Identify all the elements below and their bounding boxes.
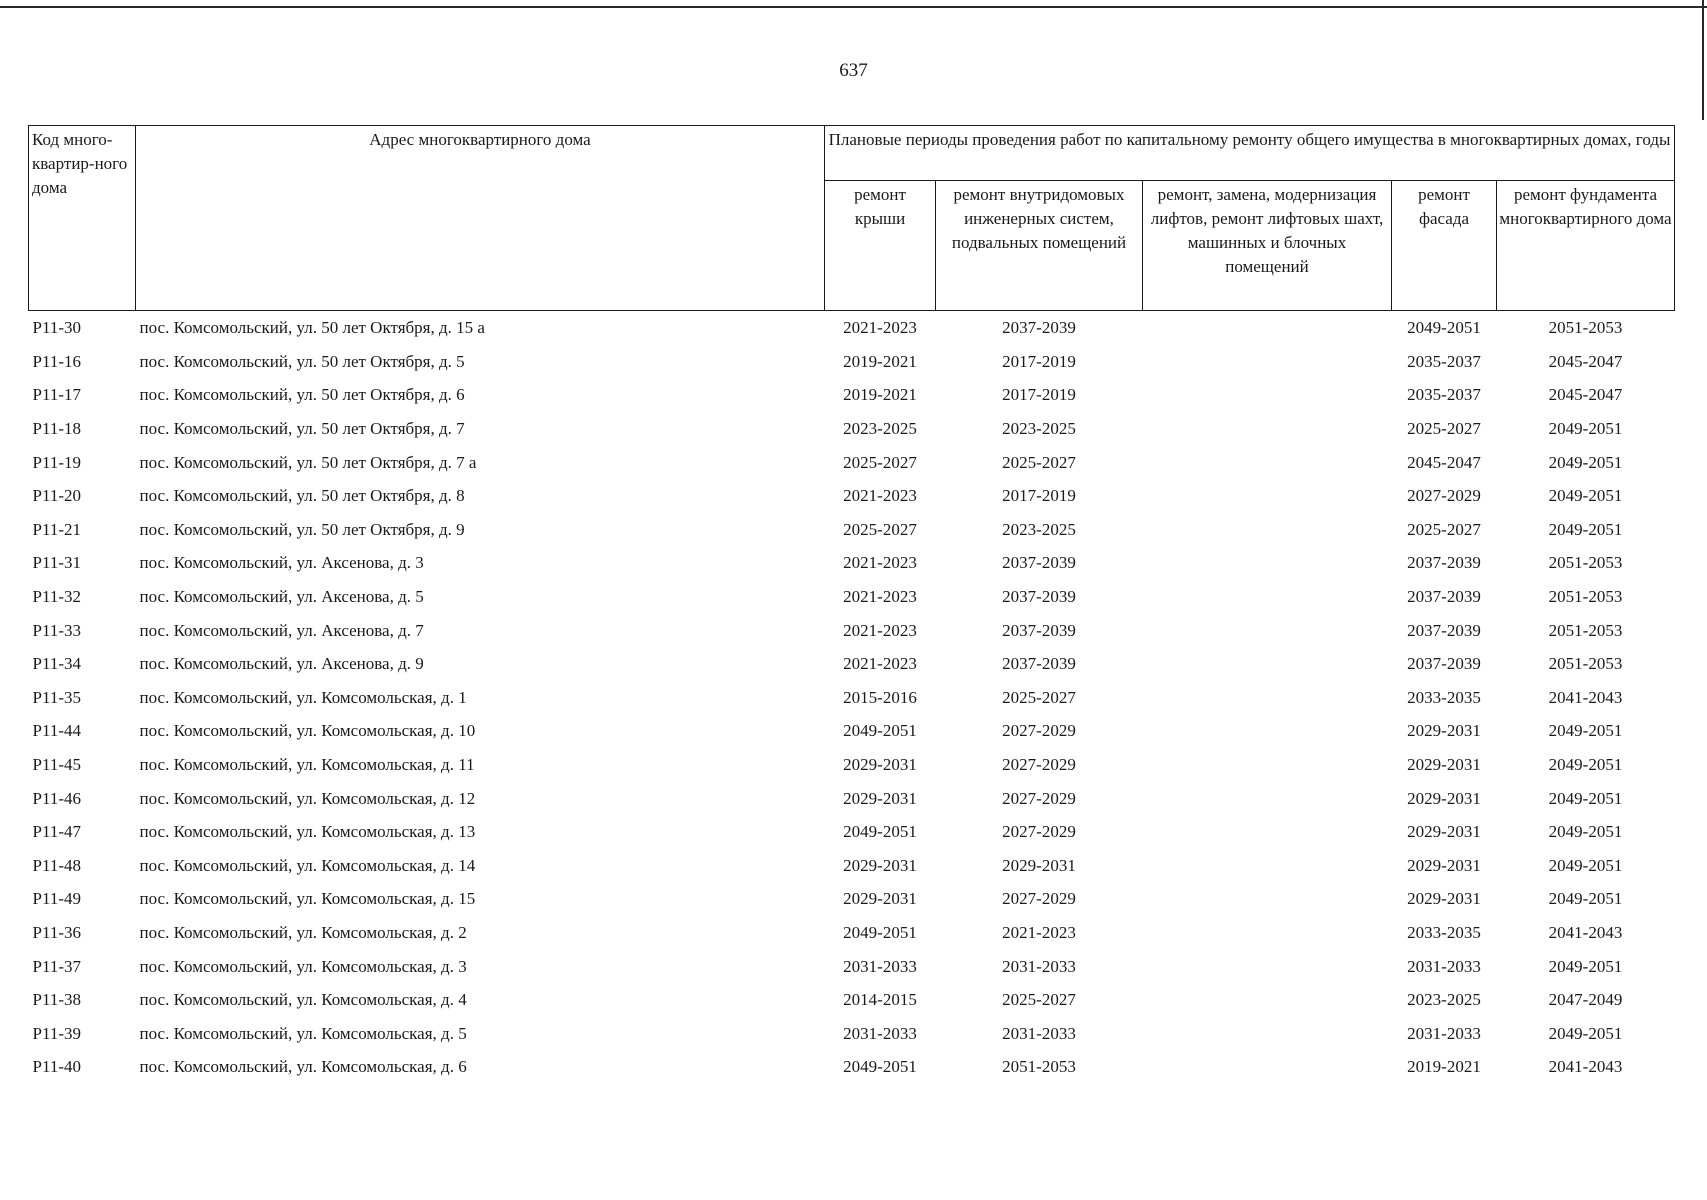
header-engineering: ремонт внутридомовых инженерных систем, подвальных помещений — [936, 181, 1143, 311]
cell-engineering: 2027-2029 — [1002, 755, 1076, 775]
cell-engineering: 2037-2039 — [1002, 620, 1076, 640]
cell-facade: 2037-2039 — [1407, 654, 1481, 674]
cell-foundation: 2049-2051 — [1548, 721, 1623, 741]
cell-roof: 2021-2023 — [843, 486, 917, 506]
header-roof: ремонт крыши — [825, 181, 936, 311]
cell-roof: 2049-2051 — [843, 822, 917, 842]
cell-facade: 2027-2029 — [1407, 486, 1481, 506]
cell-foundation: 2049-2051 — [1548, 889, 1623, 909]
cell-elevators — [1143, 613, 1392, 647]
cell-engineering: 2023-2025 — [1002, 519, 1076, 539]
cell-address: пос. Комсомольский, ул. Комсомольская, д. 4 — [139, 990, 467, 1010]
cell-facade: 2035-2037 — [1407, 385, 1481, 405]
cell-code: P11-37 — [32, 956, 81, 976]
cell-elevators — [1143, 311, 1392, 345]
cell-foundation: 2049-2051 — [1548, 956, 1623, 976]
header-foundation: ремонт фундамента многоквартирного дома — [1497, 181, 1675, 311]
cell-engineering: 2027-2029 — [1002, 721, 1076, 741]
cell-address: пос. Комсомольский, ул. 50 лет Октября, д. 6 — [139, 385, 465, 405]
table-body — [29, 311, 1675, 1084]
cell-address: пос. Комсомольский, ул. Комсомольская, д. 14 — [139, 855, 476, 875]
cell-code: P11-34 — [32, 654, 81, 674]
cell-engineering: 2025-2027 — [1002, 452, 1076, 472]
cell-roof: 2031-2033 — [843, 1023, 917, 1043]
cell-engineering: 2021-2023 — [1002, 922, 1076, 942]
cell-address: пос. Комсомольский, ул. Аксенова, д. 3 — [139, 553, 424, 573]
cell-address: пос. Комсомольский, ул. 50 лет Октября, д. 15 а — [139, 318, 485, 338]
cell-elevators — [1143, 546, 1392, 580]
cell-roof: 2021-2023 — [843, 587, 917, 607]
cell-code: P11-17 — [32, 385, 81, 405]
cell-roof: 2014-2015 — [843, 990, 917, 1010]
cell-engineering: 2037-2039 — [1002, 654, 1076, 674]
cell-roof: 2029-2031 — [843, 889, 917, 909]
cell-roof: 2021-2023 — [843, 553, 917, 573]
cell-address: пос. Комсомольский, ул. 50 лет Октября, д. 7 — [139, 419, 465, 439]
cell-roof: 2019-2021 — [843, 351, 917, 371]
table-row — [29, 815, 1675, 849]
table-row — [29, 882, 1675, 916]
cell-address: пос. Комсомольский, ул. Комсомольская, д. 11 — [139, 755, 475, 775]
cell-roof: 2021-2023 — [843, 318, 917, 338]
cell-facade: 2029-2031 — [1407, 755, 1481, 775]
table-row — [29, 681, 1675, 715]
cell-foundation: 2041-2043 — [1548, 922, 1623, 942]
cell-foundation: 2049-2051 — [1548, 755, 1623, 775]
cell-roof: 2049-2051 — [843, 922, 917, 942]
cell-elevators — [1143, 714, 1392, 748]
table-row — [29, 479, 1675, 513]
cell-code: P11-40 — [32, 1057, 81, 1077]
cell-elevators — [1143, 983, 1392, 1017]
cell-address: пос. Комсомольский, ул. Комсомольская, д. 12 — [139, 788, 476, 808]
cell-address: пос. Комсомольский, ул. Комсомольская, д. 15 — [139, 889, 476, 909]
cell-foundation: 2049-2051 — [1548, 452, 1623, 472]
cell-facade: 2045-2047 — [1407, 452, 1481, 472]
cell-elevators — [1143, 378, 1392, 412]
cell-elevators — [1143, 748, 1392, 782]
cell-foundation: 2049-2051 — [1548, 419, 1623, 439]
cell-engineering: 2027-2029 — [1002, 889, 1076, 909]
cell-elevators — [1143, 681, 1392, 715]
cell-foundation: 2049-2051 — [1548, 855, 1623, 875]
cell-code: P11-46 — [32, 788, 81, 808]
cell-address: пос. Комсомольский, ул. Аксенова, д. 5 — [139, 587, 424, 607]
table-row — [29, 345, 1675, 379]
cell-facade: 2029-2031 — [1407, 788, 1481, 808]
cell-foundation: 2051-2053 — [1548, 620, 1623, 640]
cell-address: пос. Комсомольский, ул. 50 лет Октября, д. 7 а — [139, 452, 477, 472]
cell-roof: 2021-2023 — [843, 654, 917, 674]
table-row — [29, 849, 1675, 883]
table-row — [29, 714, 1675, 748]
cell-facade: 2035-2037 — [1407, 351, 1481, 371]
cell-code: P11-21 — [32, 519, 81, 539]
cell-facade: 2025-2027 — [1407, 419, 1481, 439]
cell-foundation: 2049-2051 — [1548, 822, 1623, 842]
table-row — [29, 983, 1675, 1017]
cell-roof: 2025-2027 — [843, 452, 917, 472]
cell-address: пос. Комсомольский, ул. 50 лет Октября, д. 9 — [139, 519, 465, 539]
cell-code: P11-36 — [32, 922, 81, 942]
cell-roof: 2029-2031 — [843, 788, 917, 808]
cell-address: пос. Комсомольский, ул. 50 лет Октября, д. 8 — [139, 486, 465, 506]
cell-engineering: 2025-2027 — [1002, 687, 1076, 707]
cell-elevators — [1143, 882, 1392, 916]
cell-roof: 2015-2016 — [843, 687, 917, 707]
cell-facade: 2025-2027 — [1407, 519, 1481, 539]
cell-foundation: 2041-2043 — [1548, 687, 1623, 707]
cell-roof: 2049-2051 — [843, 1057, 917, 1077]
cell-foundation: 2041-2043 — [1548, 1057, 1623, 1077]
cell-foundation: 2049-2051 — [1548, 1023, 1623, 1043]
cell-roof: 2049-2051 — [843, 721, 917, 741]
cell-code: P11-20 — [32, 486, 81, 506]
cell-elevators — [1143, 781, 1392, 815]
cell-facade: 2037-2039 — [1407, 620, 1481, 640]
cell-address: пос. Комсомольский, ул. Комсомольская, д. 1 — [139, 687, 467, 707]
top-border-line — [0, 6, 1707, 8]
cell-engineering: 2027-2029 — [1002, 788, 1076, 808]
cell-elevators — [1143, 345, 1392, 379]
cell-address: пос. Комсомольский, ул. Аксенова, д. 7 — [139, 620, 424, 640]
cell-facade: 2033-2035 — [1407, 687, 1481, 707]
cell-facade: 2037-2039 — [1407, 553, 1481, 573]
cell-engineering: 2029-2031 — [1002, 855, 1076, 875]
cell-foundation: 2051-2053 — [1548, 587, 1623, 607]
cell-roof: 2029-2031 — [843, 755, 917, 775]
table-row — [29, 378, 1675, 412]
header-address: Адрес многоквартирного дома — [136, 126, 825, 311]
cell-code: P11-31 — [32, 553, 81, 573]
cell-engineering: 2017-2019 — [1002, 385, 1076, 405]
cell-code: P11-16 — [32, 351, 81, 371]
cell-roof: 2021-2023 — [843, 620, 917, 640]
cell-code: P11-33 — [32, 620, 81, 640]
header-periods-group: Плановые периоды проведения работ по капитальному ремонту общего имущества в многоквартирных домах, годы — [825, 126, 1675, 181]
table-row — [29, 916, 1675, 950]
table-row — [29, 748, 1675, 782]
cell-address: пос. Комсомольский, ул. Аксенова, д. 9 — [139, 654, 424, 674]
cell-foundation: 2049-2051 — [1548, 519, 1623, 539]
cell-elevators — [1143, 647, 1392, 681]
cell-elevators — [1143, 445, 1392, 479]
table-row — [29, 781, 1675, 815]
cell-roof: 2025-2027 — [843, 519, 917, 539]
table-row — [29, 445, 1675, 479]
cell-facade: 2031-2033 — [1407, 956, 1481, 976]
cell-code: P11-18 — [32, 419, 81, 439]
cell-engineering: 2031-2033 — [1002, 956, 1076, 976]
cell-elevators — [1143, 815, 1392, 849]
cell-code: P11-49 — [32, 889, 81, 909]
table-row — [29, 546, 1675, 580]
cell-roof: 2023-2025 — [843, 419, 917, 439]
cell-foundation: 2045-2047 — [1548, 385, 1623, 405]
cell-facade: 2029-2031 — [1407, 822, 1481, 842]
cell-facade: 2019-2021 — [1407, 1057, 1481, 1077]
cell-code: P11-32 — [32, 587, 81, 607]
table-header — [29, 126, 1675, 311]
table-row — [29, 412, 1675, 446]
header-code: Код много-квартир-ного дома — [29, 126, 136, 311]
cell-elevators — [1143, 849, 1392, 883]
cell-engineering: 2037-2039 — [1002, 587, 1076, 607]
cell-engineering: 2037-2039 — [1002, 318, 1076, 338]
cell-address: пос. Комсомольский, ул. Комсомольская, д. 3 — [139, 956, 467, 976]
cell-engineering: 2031-2033 — [1002, 1023, 1076, 1043]
cell-roof: 2031-2033 — [843, 956, 917, 976]
cell-code: P11-48 — [32, 855, 81, 875]
cell-foundation: 2047-2049 — [1548, 990, 1623, 1010]
cell-elevators — [1143, 513, 1392, 547]
cell-engineering: 2017-2019 — [1002, 486, 1076, 506]
cell-code: P11-19 — [32, 452, 81, 472]
table-row — [29, 1050, 1675, 1084]
cell-code: P11-45 — [32, 755, 81, 775]
cell-elevators — [1143, 1016, 1392, 1050]
cell-engineering: 2037-2039 — [1002, 553, 1076, 573]
cell-foundation: 2051-2053 — [1548, 654, 1623, 674]
cell-address: пос. Комсомольский, ул. Комсомольская, д. 13 — [139, 822, 476, 842]
cell-roof: 2019-2021 — [843, 385, 917, 405]
cell-elevators — [1143, 916, 1392, 950]
cell-facade: 2037-2039 — [1407, 587, 1481, 607]
cell-code: P11-47 — [32, 822, 81, 842]
cell-elevators — [1143, 580, 1392, 614]
header-facade: ремонт фасада — [1392, 181, 1497, 311]
table-row — [29, 949, 1675, 983]
cell-code: P11-38 — [32, 990, 81, 1010]
cell-elevators — [1143, 479, 1392, 513]
cell-engineering: 2027-2029 — [1002, 822, 1076, 842]
cell-engineering: 2025-2027 — [1002, 990, 1076, 1010]
cell-engineering: 2017-2019 — [1002, 351, 1076, 371]
cell-elevators — [1143, 1050, 1392, 1084]
cell-code: P11-35 — [32, 687, 81, 707]
cell-foundation: 2051-2053 — [1548, 318, 1623, 338]
cell-address: пос. Комсомольский, ул. Комсомольская, д. 10 — [139, 721, 476, 741]
table-row — [29, 647, 1675, 681]
cell-facade: 2033-2035 — [1407, 922, 1481, 942]
cell-facade: 2031-2033 — [1407, 1023, 1481, 1043]
header-elevators: ремонт, замена, модернизация лифтов, ремонт лифтовых шахт, машинных и блочных помещений — [1143, 181, 1392, 311]
cell-address: пос. Комсомольский, ул. Комсомольская, д. 5 — [139, 1023, 467, 1043]
cell-facade: 2029-2031 — [1407, 855, 1481, 875]
page-number: 637 — [839, 60, 868, 81]
capital-repair-schedule-table — [28, 125, 1675, 1084]
cell-roof: 2029-2031 — [843, 855, 917, 875]
table-row — [29, 1016, 1675, 1050]
cell-facade: 2029-2031 — [1407, 889, 1481, 909]
table-row — [29, 613, 1675, 647]
cell-code: P11-44 — [32, 721, 81, 741]
cell-facade: 2023-2025 — [1407, 990, 1481, 1010]
cell-engineering: 2023-2025 — [1002, 419, 1076, 439]
cell-foundation: 2049-2051 — [1548, 788, 1623, 808]
cell-engineering: 2051-2053 — [1002, 1057, 1076, 1077]
cell-elevators — [1143, 949, 1392, 983]
cell-code: P11-39 — [32, 1023, 81, 1043]
cell-address: пос. Комсомольский, ул. 50 лет Октября, д. 5 — [139, 351, 465, 371]
cell-elevators — [1143, 412, 1392, 446]
cell-address: пос. Комсомольский, ул. Комсомольская, д. 6 — [139, 1057, 467, 1077]
cell-facade: 2049-2051 — [1407, 318, 1481, 338]
cell-address: пос. Комсомольский, ул. Комсомольская, д. 2 — [139, 922, 467, 942]
cell-code: P11-30 — [32, 318, 81, 338]
table-row — [29, 311, 1675, 345]
cell-foundation: 2045-2047 — [1548, 351, 1623, 371]
cell-foundation: 2051-2053 — [1548, 553, 1623, 573]
cell-facade: 2029-2031 — [1407, 721, 1481, 741]
table-row — [29, 513, 1675, 547]
table-row — [29, 580, 1675, 614]
cell-foundation: 2049-2051 — [1548, 486, 1623, 506]
